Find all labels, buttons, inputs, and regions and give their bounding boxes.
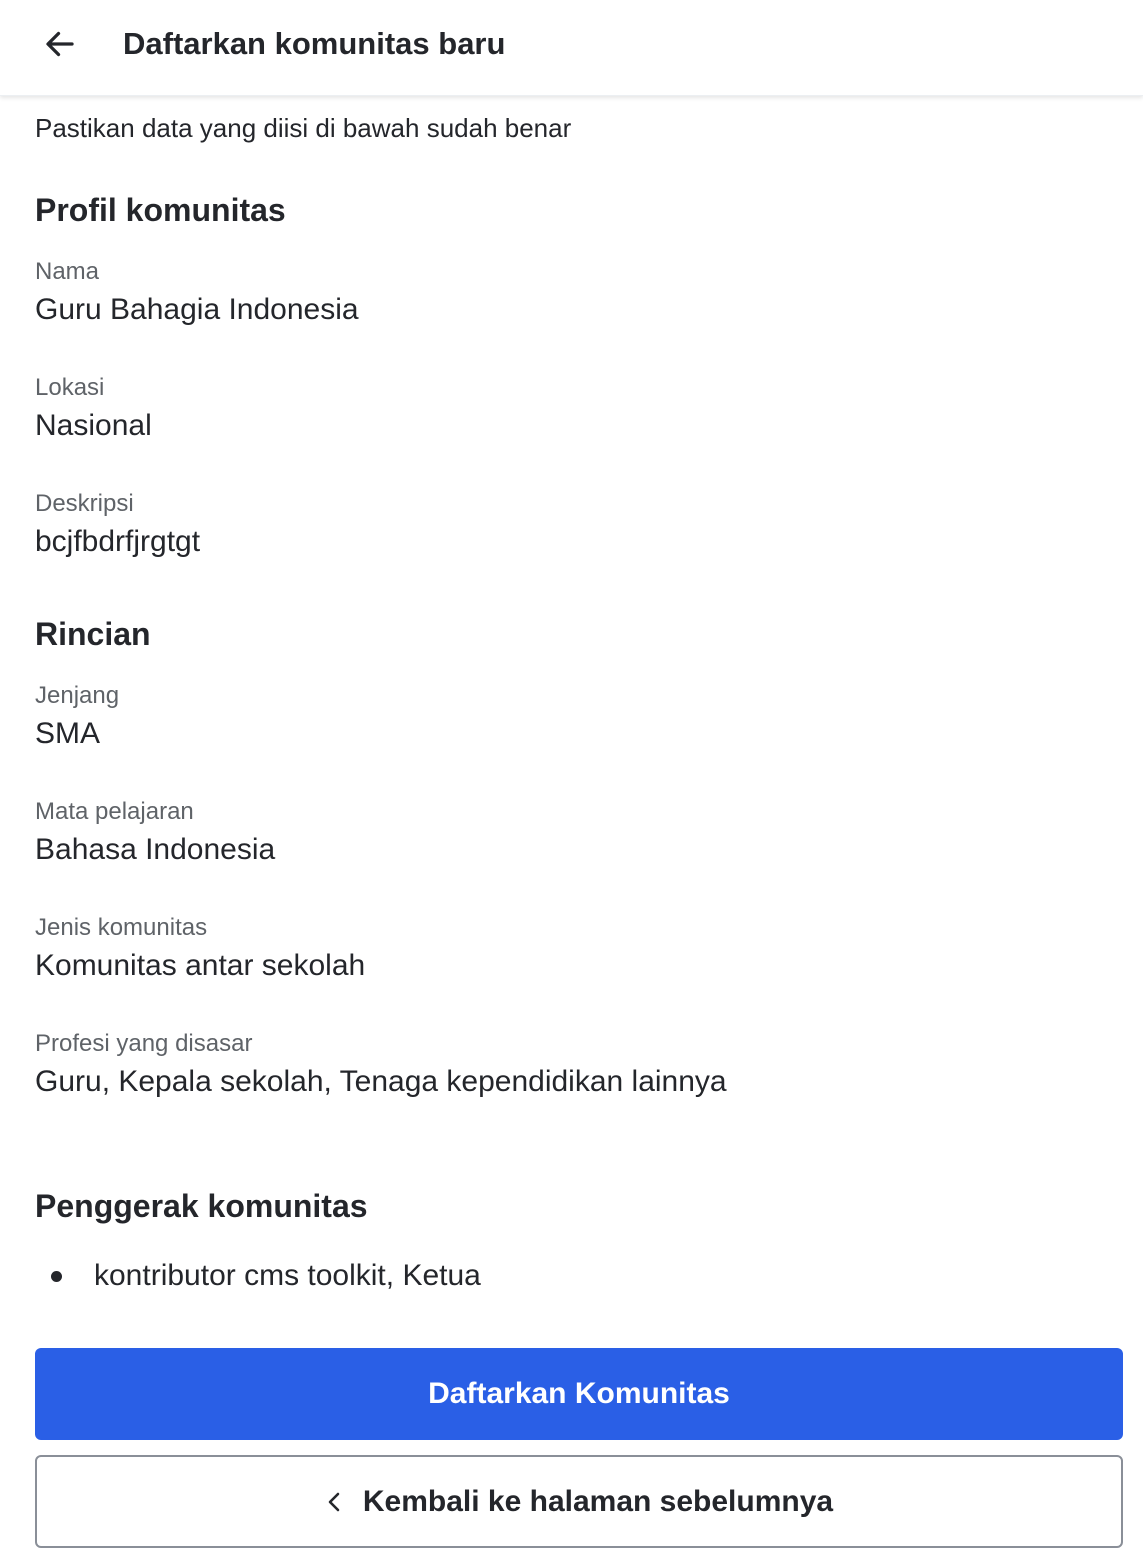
register-community-button-label: Daftarkan Komunitas bbox=[428, 1377, 730, 1410]
field-value-location: Nasional bbox=[35, 409, 152, 442]
intro-text: Pastikan data yang diisi di bawah sudah benar bbox=[35, 113, 572, 143]
field-value-subject: Bahasa Indonesia bbox=[35, 833, 276, 866]
field-label-subject: Mata pelajaran bbox=[35, 798, 194, 825]
field-value-community-type: Komunitas antar sekolah bbox=[35, 949, 366, 982]
page-title: Daftarkan komunitas baru bbox=[123, 26, 506, 61]
back-to-previous-button[interactable] bbox=[35, 1455, 1123, 1548]
field-value-name: Guru Bahagia Indonesia bbox=[35, 293, 359, 326]
arrow-left-icon bbox=[42, 26, 78, 62]
section-title-profile: Profil komunitas bbox=[35, 192, 286, 228]
field-label-target-profession: Profesi yang disasar bbox=[35, 1030, 253, 1057]
field-value-description: bcjfbdrfjrgtgt bbox=[35, 525, 201, 558]
top-app-bar bbox=[0, 0, 1143, 96]
chevron-left-icon bbox=[325, 1491, 343, 1513]
back-button[interactable] bbox=[34, 22, 86, 66]
field-label-location: Lokasi bbox=[35, 374, 105, 401]
field-label-name: Nama bbox=[35, 258, 100, 285]
field-label-community-type: Jenis komunitas bbox=[35, 914, 208, 941]
back-to-previous-button-label: Kembali ke halaman sebelumnya bbox=[362, 1484, 834, 1518]
organizer-item-text: kontributor cms toolkit, Ketua bbox=[94, 1259, 481, 1292]
section-title-organizers: Penggerak komunitas bbox=[35, 1188, 368, 1224]
field-label-level: Jenjang bbox=[35, 682, 120, 709]
field-value-target-profession: Guru, Kepala sekolah, Tenaga kependidikan lainnya bbox=[35, 1065, 727, 1098]
field-label-description: Deskripsi bbox=[35, 490, 134, 517]
field-value-level: SMA bbox=[35, 717, 101, 750]
section-title-details: Rincian bbox=[35, 616, 151, 652]
bullet-icon bbox=[51, 1271, 62, 1282]
register-community-button[interactable] bbox=[35, 1348, 1123, 1440]
